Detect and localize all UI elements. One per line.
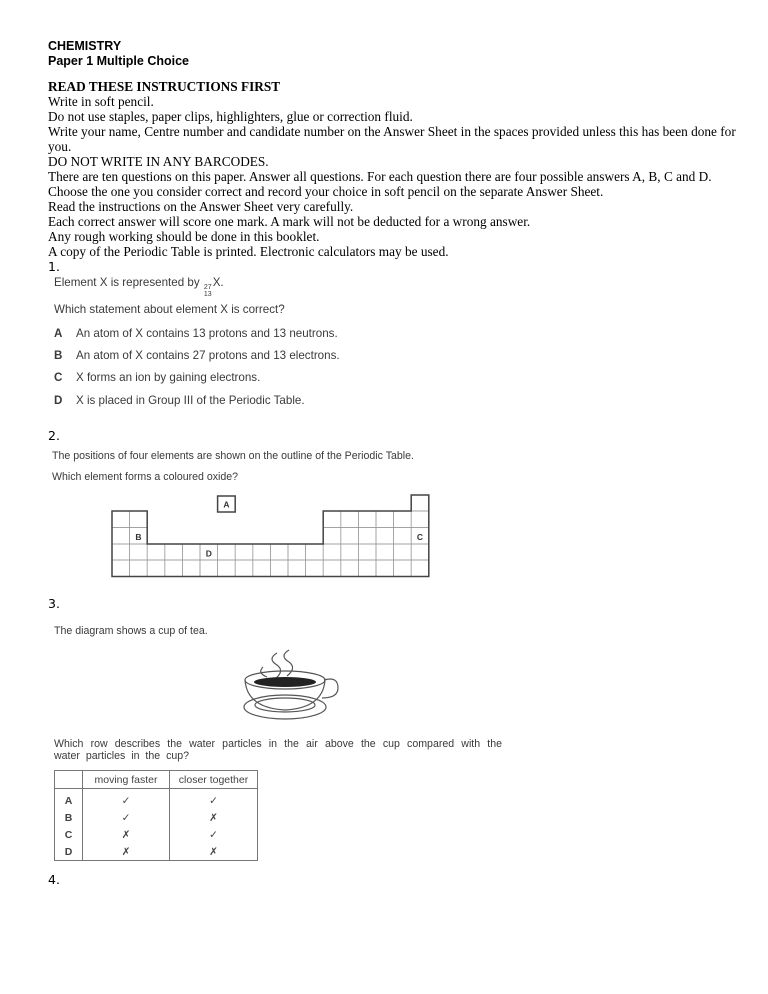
- mass-number: 27: [203, 284, 212, 291]
- table-cell: [253, 544, 271, 560]
- element-symbol: X: [212, 276, 221, 289]
- table-cell: [358, 544, 376, 560]
- table-cell: [376, 511, 394, 528]
- row-label: B: [55, 809, 83, 826]
- table-cell: [270, 560, 288, 577]
- instructions-title: READ THESE INSTRUCTIONS FIRST: [48, 79, 281, 94]
- element-label-d: D: [205, 548, 212, 559]
- table-cell: [112, 511, 130, 528]
- table-cell: [165, 560, 183, 577]
- question-2-prompt: Which element forms a coloured oxide?: [52, 471, 239, 483]
- option-letter: D: [54, 394, 63, 407]
- instruction-line: Read the instructions on the Answer Sheet very carefully.: [48, 199, 354, 214]
- table-cell: [130, 560, 148, 577]
- row-label: A: [55, 789, 83, 810]
- table-cell: [376, 560, 394, 577]
- table-cell: [323, 560, 341, 577]
- question-3-stem: The diagram shows a cup of tea.: [54, 625, 208, 637]
- table-cell: [306, 560, 324, 577]
- instruction-line: Write your name, Centre number and candidate number on the Answer Sheet in the spaces provided unless this has been done for: [48, 124, 736, 139]
- table-cell: [112, 544, 130, 560]
- instruction-line: Choose the one you consider correct and record your choice in soft pencil on the separate Answer Sheet.: [48, 184, 604, 199]
- table-cell: [358, 528, 376, 545]
- table-cell: [200, 560, 218, 577]
- table-cell: [394, 511, 412, 528]
- table-cell: [218, 544, 236, 560]
- table-cell: [218, 560, 236, 577]
- table-row: [55, 843, 258, 861]
- subject-title: CHEMISTRY: [48, 39, 122, 53]
- table-cell: [182, 544, 200, 560]
- table-cell: [288, 544, 306, 560]
- table-cell: [394, 560, 412, 577]
- table-cell: [341, 560, 359, 577]
- instruction-line: Write in soft pencil.: [48, 94, 154, 109]
- table-cell: ✓: [83, 809, 170, 826]
- question-3-prompt: Which row describes the water particles in the air above the cup compared with the water particles in the cup?: [54, 738, 502, 762]
- row-label: C: [55, 826, 83, 843]
- option-text: X forms an ion by gaining electrons.: [76, 371, 261, 384]
- table-cell: [306, 544, 324, 560]
- option-text: An atom of X contains 13 protons and 13 neutrons.: [76, 327, 338, 340]
- table-cell: ✗: [83, 843, 170, 861]
- question-1-number: 1.: [48, 259, 60, 274]
- table-cell: [341, 511, 359, 528]
- instruction-line: A copy of the Periodic Table is printed. Electronic calculators may be used.: [48, 244, 449, 259]
- table-cell: ✗: [170, 809, 258, 826]
- table-cell: [341, 544, 359, 560]
- table-cell: [253, 560, 271, 577]
- table-cell: ✓: [83, 789, 170, 810]
- table-cell: [341, 528, 359, 545]
- table-cell: [112, 560, 130, 577]
- table-cell: moving faster: [83, 771, 170, 789]
- table-cell: [376, 544, 394, 560]
- cup-of-tea-illustration: [225, 645, 345, 725]
- option-letter: A: [54, 327, 63, 340]
- table-cell: [394, 528, 412, 545]
- stem-text: Element X is represented by: [54, 276, 200, 289]
- table-cell: [235, 544, 253, 560]
- atomic-number: 13: [203, 291, 212, 298]
- table-cell: [147, 560, 165, 577]
- table-cell: [411, 544, 429, 560]
- table-cell: [411, 495, 429, 511]
- table-cell: [288, 560, 306, 577]
- table-row: [55, 826, 258, 843]
- option-letter: C: [54, 371, 63, 384]
- table-header-row: [55, 771, 258, 789]
- table-cell: ✓: [170, 826, 258, 843]
- stem-suffix: .: [220, 276, 224, 289]
- table-cell: ✗: [170, 843, 258, 861]
- table-cell: [411, 560, 429, 577]
- instruction-line: There are ten questions on this paper. Answer all questions. For each question there are four possible answers A, B, C and D.: [48, 169, 712, 184]
- table-cell: closer together: [170, 771, 258, 789]
- table-cell: [323, 511, 341, 528]
- option-text: X is placed in Group III of the Periodic Table.: [76, 394, 305, 407]
- element-label-c: C: [416, 532, 424, 542]
- question-2-stem: The positions of four elements are shown on the outline of the Periodic Table.: [52, 450, 414, 462]
- table-cell: [376, 528, 394, 545]
- question-4-number: 4.: [48, 872, 60, 887]
- table-cell: [130, 511, 148, 528]
- instruction-line: Do not use staples, paper clips, highlighters, glue or correction fluid.: [48, 109, 413, 124]
- question-2-number: 2.: [48, 428, 60, 443]
- table-cell: [130, 544, 148, 560]
- table-cell: [165, 544, 183, 560]
- question-1-prompt: Which statement about element X is correct?: [54, 303, 285, 316]
- instruction-line: DO NOT WRITE IN ANY BARCODES.: [48, 154, 269, 169]
- table-cell: [411, 511, 429, 528]
- element-label-b: B: [135, 532, 142, 542]
- instruction-line: Each correct answer will score one mark. A mark will not be deducted for a wrong answer.: [48, 214, 531, 229]
- question-3-number: 3.: [48, 596, 60, 611]
- table-cell: [323, 544, 341, 560]
- table-cell: [270, 544, 288, 560]
- option-text: An atom of X contains 27 protons and 13 electrons.: [76, 349, 340, 362]
- instruction-line: you.: [48, 139, 72, 154]
- table-cell: [112, 528, 130, 545]
- option-letter: B: [54, 349, 63, 362]
- table-cell: ✗: [83, 826, 170, 843]
- element-label-a: A: [223, 499, 230, 510]
- table-cell: [358, 511, 376, 528]
- table-cell: [358, 560, 376, 577]
- table-cell: [323, 528, 341, 545]
- table-row: [55, 809, 258, 826]
- table-row: [55, 789, 258, 810]
- paper-title: Paper 1 Multiple Choice: [48, 54, 190, 68]
- table-cell: [235, 560, 253, 577]
- table-cell: [394, 544, 412, 560]
- instruction-line: Any rough working should be done in this booklet.: [48, 229, 320, 244]
- question-3-table: [54, 770, 258, 861]
- table-cell: [147, 544, 165, 560]
- row-label: [55, 771, 83, 789]
- table-cell: [182, 560, 200, 577]
- row-label: D: [55, 843, 83, 861]
- table-cell: ✓: [170, 789, 258, 810]
